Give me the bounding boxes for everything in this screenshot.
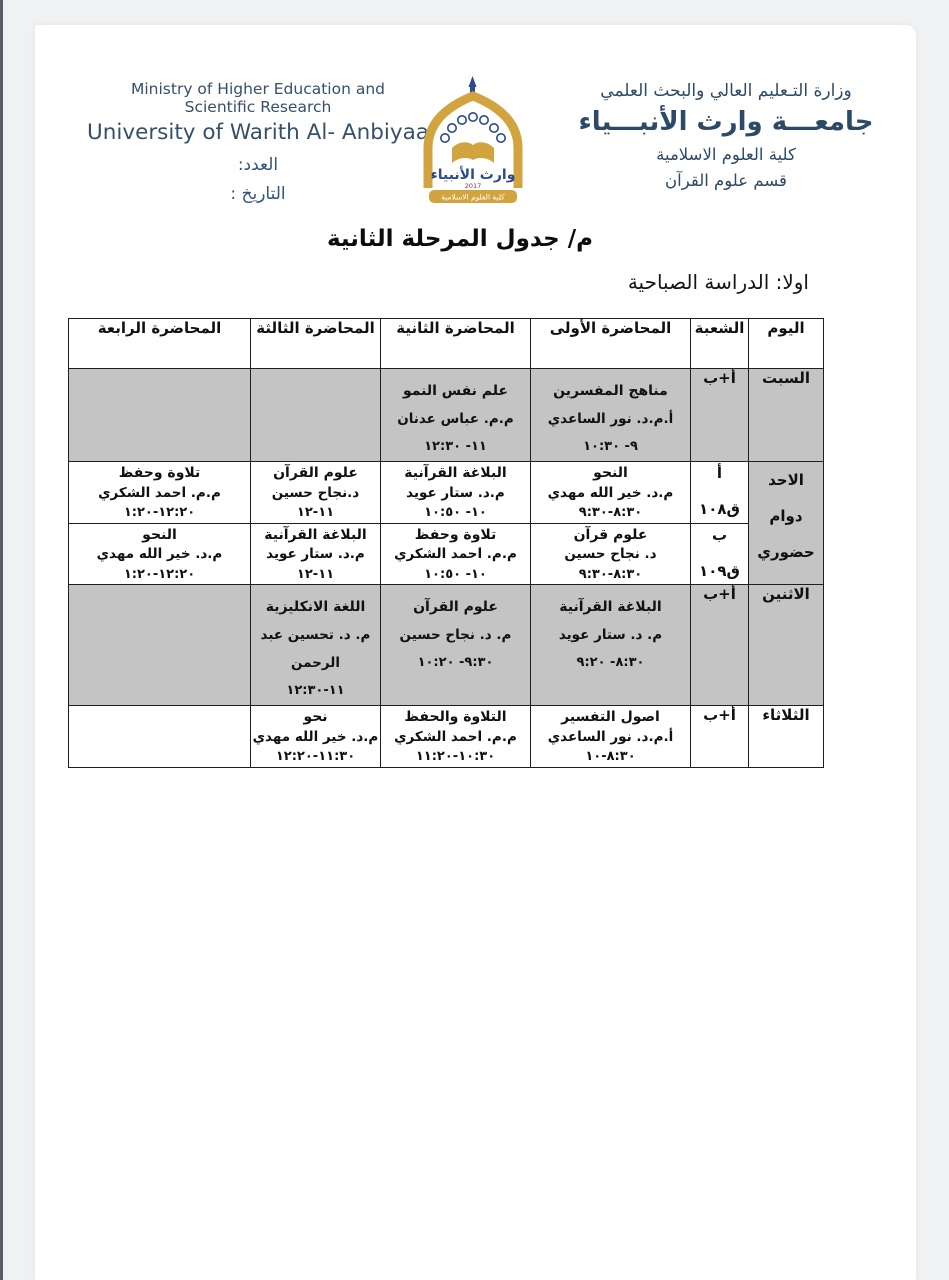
lecture-time: ٨:٣٠-٩:٣٠ <box>578 505 643 520</box>
lecture-time: ٨:٣٠- ٩:٢٠ <box>576 655 645 670</box>
section-label: أ <box>716 464 723 482</box>
university-logo <box>412 76 534 208</box>
lecture-time: ٨:٣٠-١٠ <box>585 749 636 764</box>
lecture-cell <box>531 523 691 585</box>
lecture-teacher: د.نجاح حسين <box>271 484 360 501</box>
lecture-cell <box>531 585 691 706</box>
university-logo-emblem <box>412 76 534 208</box>
section-cell: أ+ب <box>691 585 749 706</box>
lecture-subject: التلاوة والحفظ <box>404 709 507 725</box>
lecture-time: ١٠- ١٠:٥٠ <box>424 566 487 582</box>
ministry-name-en-line1: Ministry of Higher Education and <box>130 80 386 98</box>
day-cell: الاحد دوام حضوري <box>749 462 824 585</box>
column-header-day: اليوم <box>749 319 824 369</box>
lecture-teacher: م.د. ستار عويد <box>406 484 505 501</box>
lecture-subject: علوم القرآن <box>273 465 358 481</box>
lecture-time: ١٠:٣٠-١١:٢٠ <box>415 749 496 764</box>
lecture-teacher: م.م. احمد الشكري <box>98 484 221 501</box>
day-cell: السبت <box>749 369 824 462</box>
lecture-subject: البلاغة القرآنية <box>559 599 662 615</box>
lecture-cell <box>381 462 531 524</box>
lecture-time: ١١-١٢ <box>296 566 335 582</box>
college-name-ar: كلية العلوم الاسلامية <box>656 145 796 164</box>
column-header-lecture-3: المحاضرة الثالثة <box>251 319 381 369</box>
lecture-cell <box>531 462 691 524</box>
lecture-cell <box>381 523 531 585</box>
lecture-teacher: م.د. خير الله مهدي <box>547 484 674 501</box>
lecture-time: ١٢:٢٠-١:٢٠ <box>123 566 196 582</box>
lecture-cell <box>251 462 381 524</box>
lecture-cell <box>381 369 531 462</box>
lecture-subject: علوم القرآن <box>413 599 498 615</box>
lecture-subject: تلاوة وحفظ <box>414 526 497 543</box>
lecture-subject: البلاغة القرآنية <box>264 526 367 543</box>
lecture-cell <box>531 369 691 462</box>
department-name-ar: قسم علوم القرآن <box>665 171 787 190</box>
table-row-monday <box>69 585 824 706</box>
empty-lecture-cell <box>69 369 251 462</box>
lecture-subject: مناهج المفسرين <box>553 383 668 399</box>
lecture-subject: النحو <box>142 526 177 543</box>
lecture-subject: البلاغة القرآنية <box>404 465 507 481</box>
lecture-subject: اصول التفسير <box>561 709 660 725</box>
logo-year: 2017 <box>464 182 482 190</box>
university-name-ar: جامعـــة وارث الأنبـــياء <box>578 107 874 137</box>
empty-lecture-cell <box>69 585 251 706</box>
lecture-teacher: أ.م.د. نور الساعدي <box>547 411 674 427</box>
section-cell <box>691 462 749 524</box>
lecture-cell <box>381 706 531 768</box>
table-row-tuesday <box>69 706 824 768</box>
logo-book-icon <box>452 142 494 163</box>
room-label: ق١٠٨ <box>699 500 740 518</box>
lecture-cell <box>531 706 691 768</box>
section-label: ب <box>711 525 728 544</box>
schedule-table <box>68 318 824 768</box>
lecture-subject: علم نفس النمو <box>402 383 509 399</box>
lecture-time: ٨:٣٠-٩:٣٠ <box>578 566 643 582</box>
document-title: م/ جدول المرحلة الثانية <box>326 226 594 252</box>
lecture-cell <box>381 585 531 706</box>
lecture-cell <box>69 523 251 585</box>
lecture-time: ٩- ١٠:٣٠ <box>583 439 638 454</box>
empty-lecture-cell <box>69 706 251 768</box>
lecture-teacher: م.د. ستار عويد <box>266 546 365 562</box>
lecture-cell <box>69 462 251 524</box>
lecture-time: ١١-١٢:٣٠ <box>286 683 345 698</box>
lecture-cell <box>251 706 381 768</box>
lecture-teacher: م.م. احمد الشكري <box>394 546 517 562</box>
letterhead-arabic <box>548 80 904 191</box>
lecture-subject: تلاوة وحفظ <box>118 465 201 481</box>
lecture-teacher: م. د. نجاح حسين <box>399 627 512 643</box>
logo-ribbon-text: كلية العلوم الاسلامية <box>441 192 505 202</box>
lecture-time: ١١-١٢ <box>296 505 335 520</box>
lecture-teacher: م. د. تحسين عبد الرحمن <box>260 627 371 671</box>
letterhead-english <box>62 80 454 204</box>
section-heading-morning-study: اولا: الدراسة الصباحية <box>627 270 809 294</box>
lecture-teacher: د. نجاح حسين <box>564 546 657 562</box>
issue-number-label: العدد: <box>237 155 279 175</box>
lecture-teacher: م.د. خير الله مهدي <box>96 546 223 562</box>
logo-beads-icon <box>441 113 505 142</box>
lecture-time: ١١- ١٢:٣٠ <box>424 439 487 454</box>
section-cell: أ+ب <box>691 369 749 462</box>
day-cell: الاثنين <box>749 585 824 706</box>
lecture-subject: نحو <box>303 709 328 725</box>
ministry-name-ar: وزارة التـعليم العالي والبحث العلمي <box>600 81 852 101</box>
section-cell <box>691 523 749 585</box>
table-header-row <box>69 319 824 369</box>
column-header-lecture-1: المحاضرة الأولى <box>531 319 691 369</box>
lecture-teacher: م.م. عباس عدنان <box>397 411 514 427</box>
lecture-teacher: م.د. خير الله مهدي <box>252 728 379 745</box>
logo-name: وارث الأنبياء <box>430 167 516 183</box>
lecture-teacher: م.م. احمد الشكري <box>394 728 517 745</box>
table-row-sunday-a <box>69 462 824 524</box>
column-header-section: الشعبة <box>691 319 749 369</box>
lecture-time: ٩:٣٠- ١٠:٢٠ <box>417 655 494 670</box>
lecture-teacher: أ.م.د. نور الساعدي <box>547 728 674 745</box>
lecture-time: ١٢:٢٠-١:٢٠ <box>123 505 196 520</box>
lecture-cell <box>251 585 381 706</box>
university-name-en: University of Warith Al- Anbiyaa <box>87 120 429 145</box>
lecture-time: ١٠- ١٠:٥٠ <box>424 505 487 520</box>
empty-lecture-cell <box>251 369 381 462</box>
lecture-teacher: م. د. ستار عويد <box>558 627 663 643</box>
ministry-name-en-line2: Scientific Research <box>184 98 332 116</box>
lecture-subject: علوم قرآن <box>573 526 648 543</box>
photo-edge-shadow <box>0 0 3 1280</box>
table-row-sunday-b <box>69 523 824 585</box>
room-label: ق١٠٩ <box>699 561 740 580</box>
lecture-subject: النحو <box>593 465 628 481</box>
column-header-lecture-4: المحاضرة الرابعة <box>69 319 251 369</box>
lecture-cell <box>251 523 381 585</box>
day-cell: الثلاثاء <box>749 706 824 768</box>
date-label: التاريخ : <box>230 184 286 204</box>
lecture-subject: اللغة الانكليزية <box>265 599 366 615</box>
column-header-lecture-2: المحاضرة الثانية <box>381 319 531 369</box>
table-row-saturday <box>69 369 824 462</box>
lecture-time: ١١:٣٠-١٢:٢٠ <box>275 749 356 764</box>
section-cell: أ+ب <box>691 706 749 768</box>
